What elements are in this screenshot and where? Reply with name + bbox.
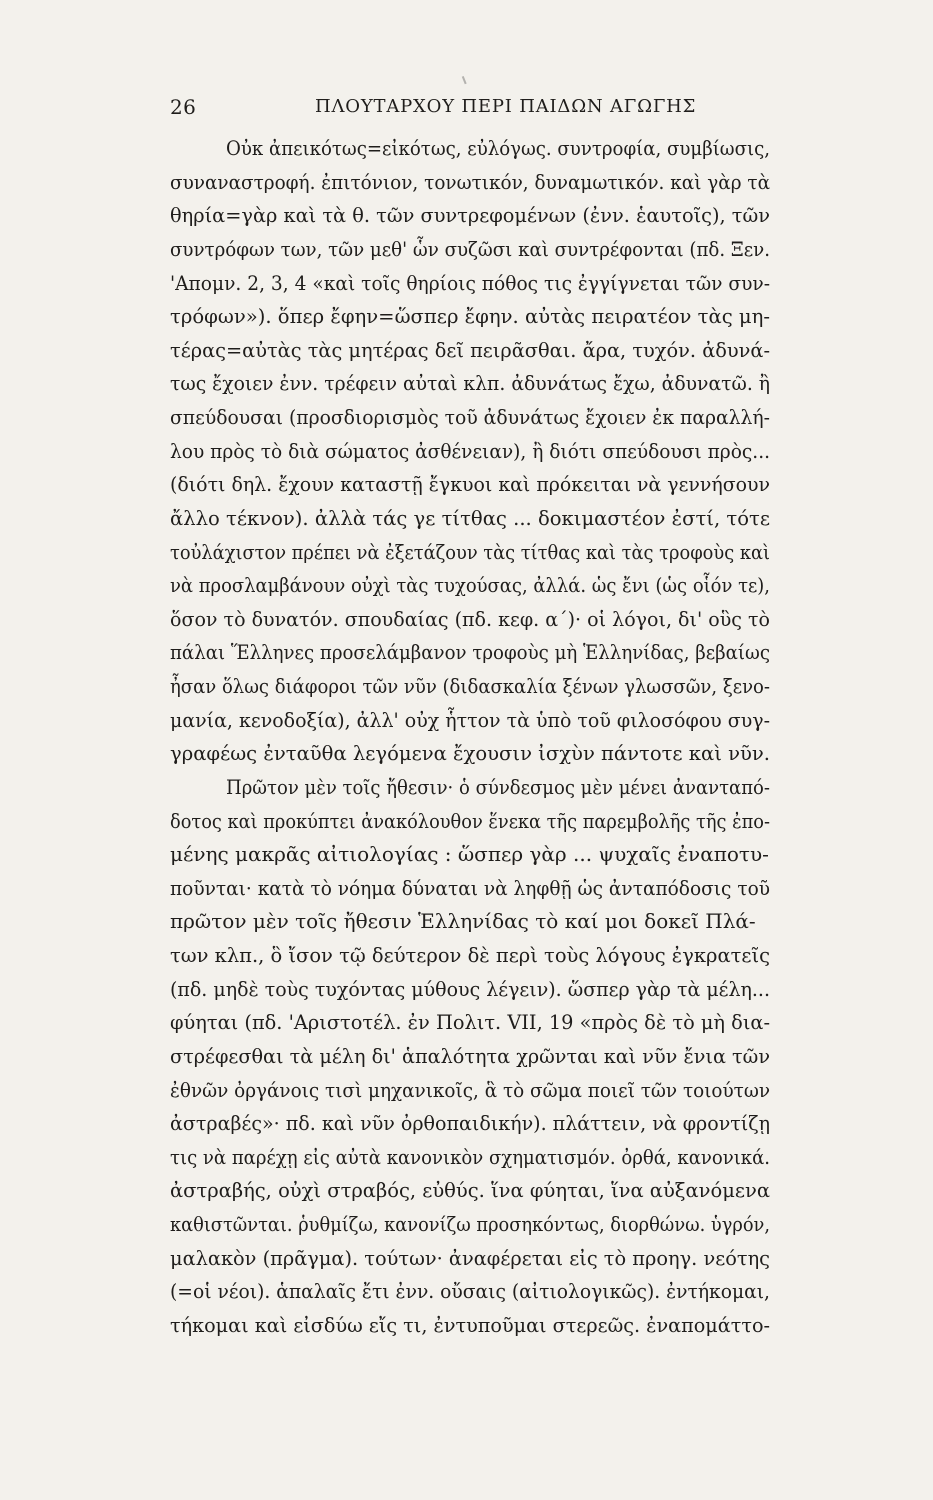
text-line [170,1107,770,1141]
line-text: πάλαι Ἕλληνες προσελάμβανον τροφοὺς μὴ Ἑλληνίδας, βεβαίως [170,640,770,665]
line-text: Πρῶτον μὲν τοῖς ἤθεσιν· ὁ σύνδεσμος μὲν μένει ἀνανταπό- [226,774,770,799]
text-line [170,1074,770,1108]
text-line [170,670,770,704]
line-text: τήκομαι καὶ εἰσδύω εἴς τι, ἐντυποῦμαι στερεῶς. ἐναπομάττο- [170,1312,770,1337]
line-text: (πδ. μηδὲ τοὺς τυχόντας μύθους λέγειν). ὥσπερ γὰρ τὰ μέλη... [170,976,770,1001]
line-text: καθιστῶνται. ῥυθμίζω, κανονίζω προσηκόντως, διορθώνω. ὑγρόν, [170,1212,770,1236]
page-header [170,94,775,120]
line-text: ἀστραβής, οὐχὶ στραβός, εὐθύς. ἵνα φύηται, ἵνα αὐξανόμενα [170,1178,770,1203]
text-line [170,166,770,200]
line-text: ἀστραβές»· πδ. καὶ νῦν ὀρθοπαιδικήν). πλάττειν, νὰ φροντίζῃ [170,1111,770,1136]
text-line [170,334,770,368]
text-line [170,603,770,637]
line-text: τως ἔχοιεν ἐνν. τρέφειν αὐταὶ κλπ. ἀδυνάτως ἔχω, ἀδυνατῶ. ἢ [170,371,770,396]
line-text: πρῶτον μὲν τοῖς ἤθεσιν Ἑλληνίδας τὸ καί μοι δοκεῖ Πλά- [170,909,756,934]
line-text: (διότι δηλ. ἔχουν καταστῇ ἔγκυοι καὶ πρόκειται νὰ γεννήσουν [170,472,770,497]
text-line [170,468,770,502]
text-line [170,132,770,166]
text-line [170,1006,770,1040]
text-line [170,1174,770,1208]
text-line [170,805,770,839]
line-text: γραφέως ἐνταῦθα λεγόμενα ἔχουσιν ἰσχὺν πάντοτε καὶ νῦν. [170,741,770,766]
line-text: ὅσον τὸ δυνατόν. σπουδαίας (πδ. κεφ. α΄)· οἱ λόγοι, δι' οὓς τὸ [170,606,770,631]
text-line [170,435,770,469]
line-text: 'Απομν. 2, 3, 4 «καὶ τοῖς θηρίοις πόθος τις ἐγγίγνεται τῶν συν- [170,270,770,295]
text-line [170,905,770,939]
text-line [170,267,770,301]
text-line [170,838,770,872]
text-line [170,939,770,973]
line-text: νὰ προσλαμβάνουν οὐχὶ τὰς τυχούσας, ἀλλά. ὡς ἔνι (ὡς οἷόν τε), [170,573,770,598]
text-line [170,367,770,401]
text-line [170,872,770,906]
line-text: των κλπ., ὃ ἴσον τῷ δεύτερον δὲ περὶ τοὺς λόγους ἐγκρατεῖς [170,943,770,967]
line-text: ἐθνῶν ὀργάνοις τισὶ μηχανικοῖς, ἃ τὸ σῶμα ποιεῖ τῶν τοιούτων [170,1077,770,1102]
text-line [170,1040,770,1074]
line-text: συναναστροφή. ἐπιτόνιον, τονωτικόν, δυναμωτικόν. καὶ γὰρ τὰ [170,169,770,194]
line-text: τρόφων»). ὅπερ ἔφην=ὥσπερ ἔφην. αὐτὰς πειρατέον τὰς μη- [170,304,770,329]
line-text: μαλακὸν (πρᾶγμα). τούτων· ἀναφέρεται εἰς τὸ προηγ. νεότης [170,1245,770,1270]
line-text: ἦσαν ὅλως διάφοροι τῶν νῦν (διδασκαλία ξένων γλωσσῶν, ξενο- [170,674,770,698]
scan-mark [462,74,472,84]
text-line [170,704,770,738]
text-line [170,300,770,334]
line-text: μένης μακρᾶς αἰτιολογίας : ὥσπερ γὰρ ... ψυχαῖς ἐναποτυ- [170,842,769,867]
commentary-text [170,132,770,1343]
line-text: δοτος καὶ προκύπτει ἀνακόλουθον ἕνεκα τῆς παρεμβολῆς τῆς ἐπο- [170,808,770,833]
line-text: (=οἱ νέοι). ἁπαλαῖς ἔτι ἐνν. οὔσαις (αἰτιολογικῶς). ἐντήκομαι, [170,1279,770,1304]
line-text: τις νὰ παρέχῃ εἰς αὐτὰ κανονικὸν σχηματισμόν. ὀρθά, κανονικά. [170,1144,770,1169]
line-text: τέρας=αὐτὰς τὰς μητέρας δεῖ πειρᾶσθαι. ἄρα, τυχόν. ἀδυνά- [170,337,770,362]
text-line [170,569,770,603]
page-number: 26 [170,95,197,119]
line-text: θηρία=γὰρ καὶ τὰ θ. τῶν συντρεφομένων (ἐνν. ἑαυτοῖς), τῶν [170,203,770,228]
text-line [170,502,770,536]
line-text: μανία, κενοδοξία), ἀλλ' οὐχ ἧττον τὰ ὑπὸ τοῦ φιλοσόφου συγ- [170,707,770,732]
text-line [170,973,770,1007]
line-text: τοὐλάχιστον πρέπει νὰ ἐξετάζουν τὰς τίτθας καὶ τὰς τροφοὺς καὶ [170,539,770,564]
text-line [170,771,770,805]
line-text: φύηται (πδ. 'Αριστοτέλ. ἐν Πολιτ. VII, 19 «πρὸς δὲ τὸ μὴ δια- [170,1010,770,1035]
text-line [170,401,770,435]
text-line [170,1275,770,1309]
line-text: ἄλλο τέκνον). ἀλλὰ τάς γε τίτθας ... δοκιμαστέον ἐστί, τότε [170,505,770,530]
line-text: λου πρὸς τὸ διὰ σώματος ἀσθένειαν), ἢ διότι σπεύδουσι πρὸς... [170,438,770,463]
line-text: Οὐκ ἀπεικότως=εἰκότως, εὐλόγως. συντροφία, συμβίωσις, [226,136,770,160]
line-text: σπεύδουσαι (προσδιορισμὸς τοῦ ἀδυνάτως ἔχοιεν ἐκ παραλλή- [170,405,770,429]
text-line [170,1141,770,1175]
text-line [170,233,770,267]
text-line [170,536,770,570]
text-line [170,737,770,771]
text-line [170,636,770,670]
line-text: ποῦνται· κατὰ τὸ νόημα δύναται νὰ ληφθῇ ὡς ἀνταπόδοσις τοῦ [170,875,770,900]
text-line [170,1242,770,1276]
running-head: ΠΛΟΥΤΑΡΧΟΥ ΠΕΡΙ ΠΑΙΔΩΝ ΑΓΩΓΗΣ [315,96,697,117]
line-text: στρέφεσθαι τὰ μέλη δι' ἁπαλότητα χρῶνται καὶ νῦν ἔνια τῶν [170,1043,770,1068]
text-line [170,1309,770,1343]
line-text: συντρόφων των, τῶν μεθ' ὧν συζῶσι καὶ συντρέφονται (πδ. Ξεν. [170,236,770,261]
text-line [170,199,770,233]
text-line [170,1208,770,1242]
